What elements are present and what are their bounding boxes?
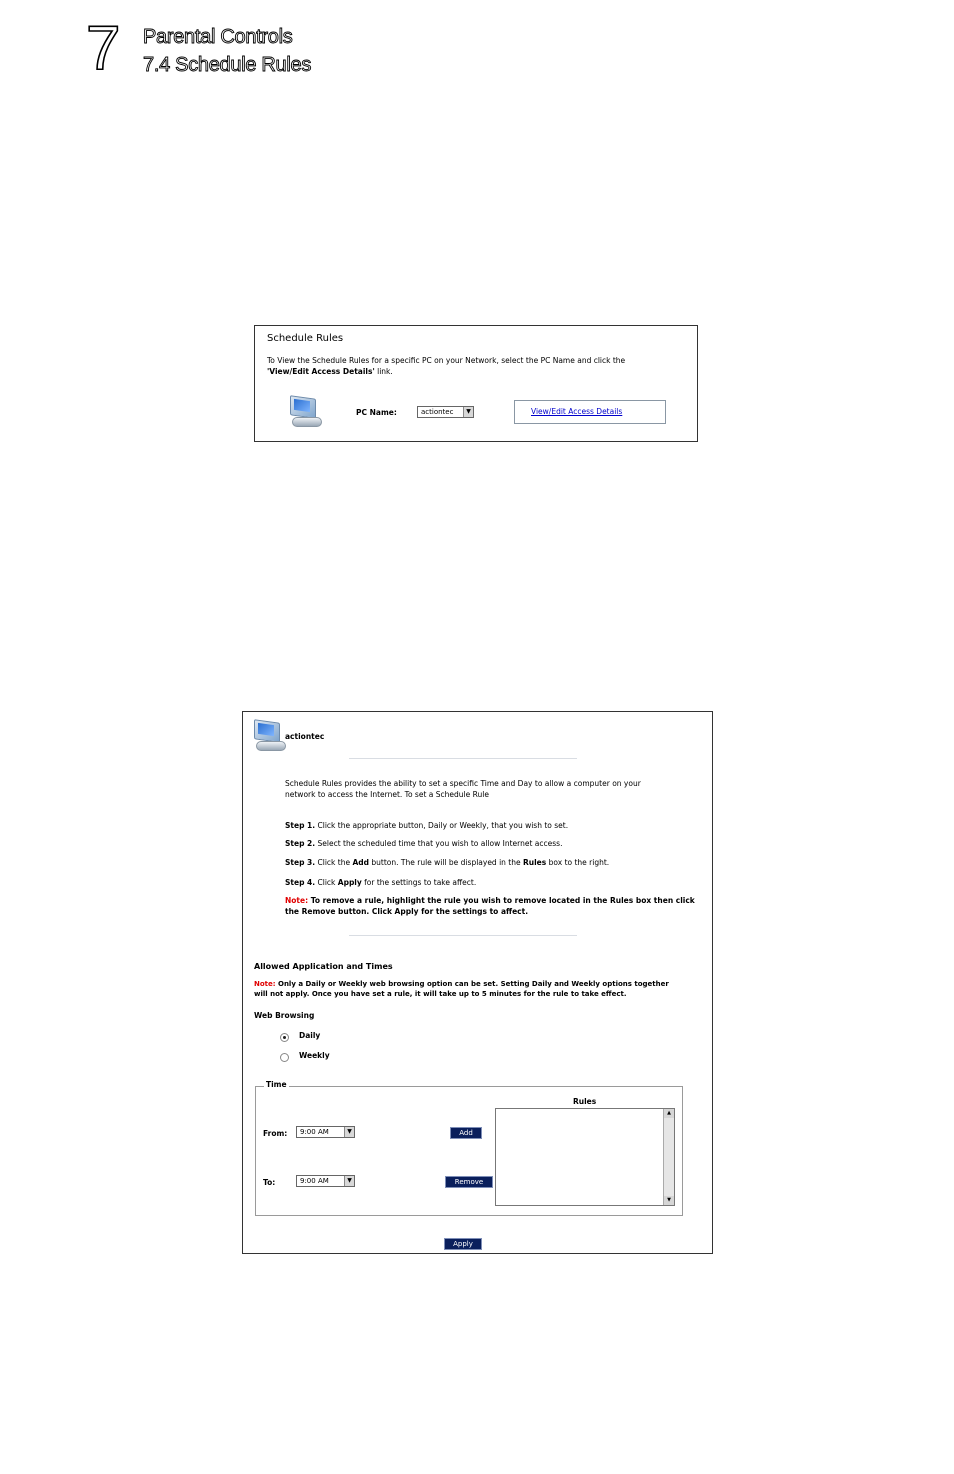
description-text: To View the Schedule Rules for a specific PC on your Network, select the PC Name and click the	[267, 356, 626, 365]
divider	[349, 758, 577, 759]
step-2: Step 2. Select the scheduled time that you wish to allow Internet access.	[285, 839, 563, 848]
step-4: Step 4. Click Apply for the settings to take affect.	[285, 878, 477, 887]
rules-listbox[interactable]	[495, 1108, 675, 1206]
time-legend: Time	[266, 1080, 287, 1089]
to-time-value: 9:00 AM	[300, 1177, 329, 1185]
step-3: Step 3. Click the Add button. The rule will be displayed in the Rules box to the right.	[285, 858, 610, 867]
panel-description	[267, 355, 687, 377]
pc-name-heading: actiontec	[285, 732, 325, 741]
allowed-note: Note: Only a Daily or Weekly web browsing option can be set. Setting Daily and Weekly options together will not apply. Once you have set a rule, it will take up to 5 minutes for the rule to take effect.	[254, 980, 669, 998]
web-browsing-label: Web Browsing	[254, 1011, 315, 1020]
from-time-select[interactable]	[296, 1126, 355, 1138]
scroll-down-icon[interactable]: ▼	[664, 1196, 674, 1205]
view-edit-access-details-link[interactable]: View/Edit Access Details	[531, 407, 623, 416]
to-label: To:	[263, 1178, 276, 1187]
description-tail: link.	[374, 367, 393, 376]
apply-button[interactable]: Apply	[444, 1238, 482, 1250]
pc-name-label: PC Name:	[356, 408, 397, 417]
remove-button[interactable]: Remove	[445, 1176, 493, 1188]
computer-icon	[252, 721, 286, 753]
intro-text: Schedule Rules provides the ability to set a specific Time and Day to allow a computer on your network to access the Internet. To set a Schedule Rule	[285, 779, 641, 799]
step-1: Step 1. Click the appropriate button, Daily or Weekly, that you wish to set.	[285, 821, 569, 830]
section-title: 7.4 Schedule Rules	[143, 54, 312, 76]
chapter-number: 7	[86, 14, 121, 83]
pc-name-select[interactable]	[417, 406, 474, 418]
scroll-up-icon[interactable]: ▲	[664, 1109, 674, 1118]
weekly-label: Weekly	[299, 1051, 330, 1060]
divider	[349, 935, 577, 936]
to-time-select[interactable]	[296, 1175, 355, 1187]
chevron-down-icon: ▼	[344, 1176, 354, 1186]
allowed-title: Allowed Application and Times	[254, 962, 393, 971]
computer-icon	[288, 397, 322, 429]
pc-name-selected: actiontec	[421, 408, 454, 416]
rules-label: Rules	[573, 1097, 597, 1106]
from-label: From:	[263, 1129, 288, 1138]
rules-scrollbar[interactable]	[663, 1109, 674, 1205]
daily-radio[interactable]	[280, 1033, 289, 1042]
daily-label: Daily	[299, 1031, 321, 1040]
weekly-radio[interactable]	[280, 1053, 289, 1062]
remove-note: Note: To remove a rule, highlight the rule you wish to remove located in the Rules box then click the Remove button. Click Apply for the settings to affect.	[285, 896, 695, 916]
chevron-down-icon: ▼	[344, 1127, 354, 1137]
chevron-down-icon: ▼	[463, 407, 473, 417]
chapter-title: Parental Controls	[143, 26, 293, 48]
description-link-reference: 'View/Edit Access Details'	[267, 367, 375, 376]
panel-title: Schedule Rules	[267, 333, 344, 344]
view-edit-link-box	[514, 400, 666, 424]
schedule-rules-panel	[254, 325, 698, 442]
add-button[interactable]: Add	[450, 1127, 482, 1139]
pc-schedule-panel	[242, 711, 713, 1254]
from-time-value: 9:00 AM	[300, 1128, 329, 1136]
